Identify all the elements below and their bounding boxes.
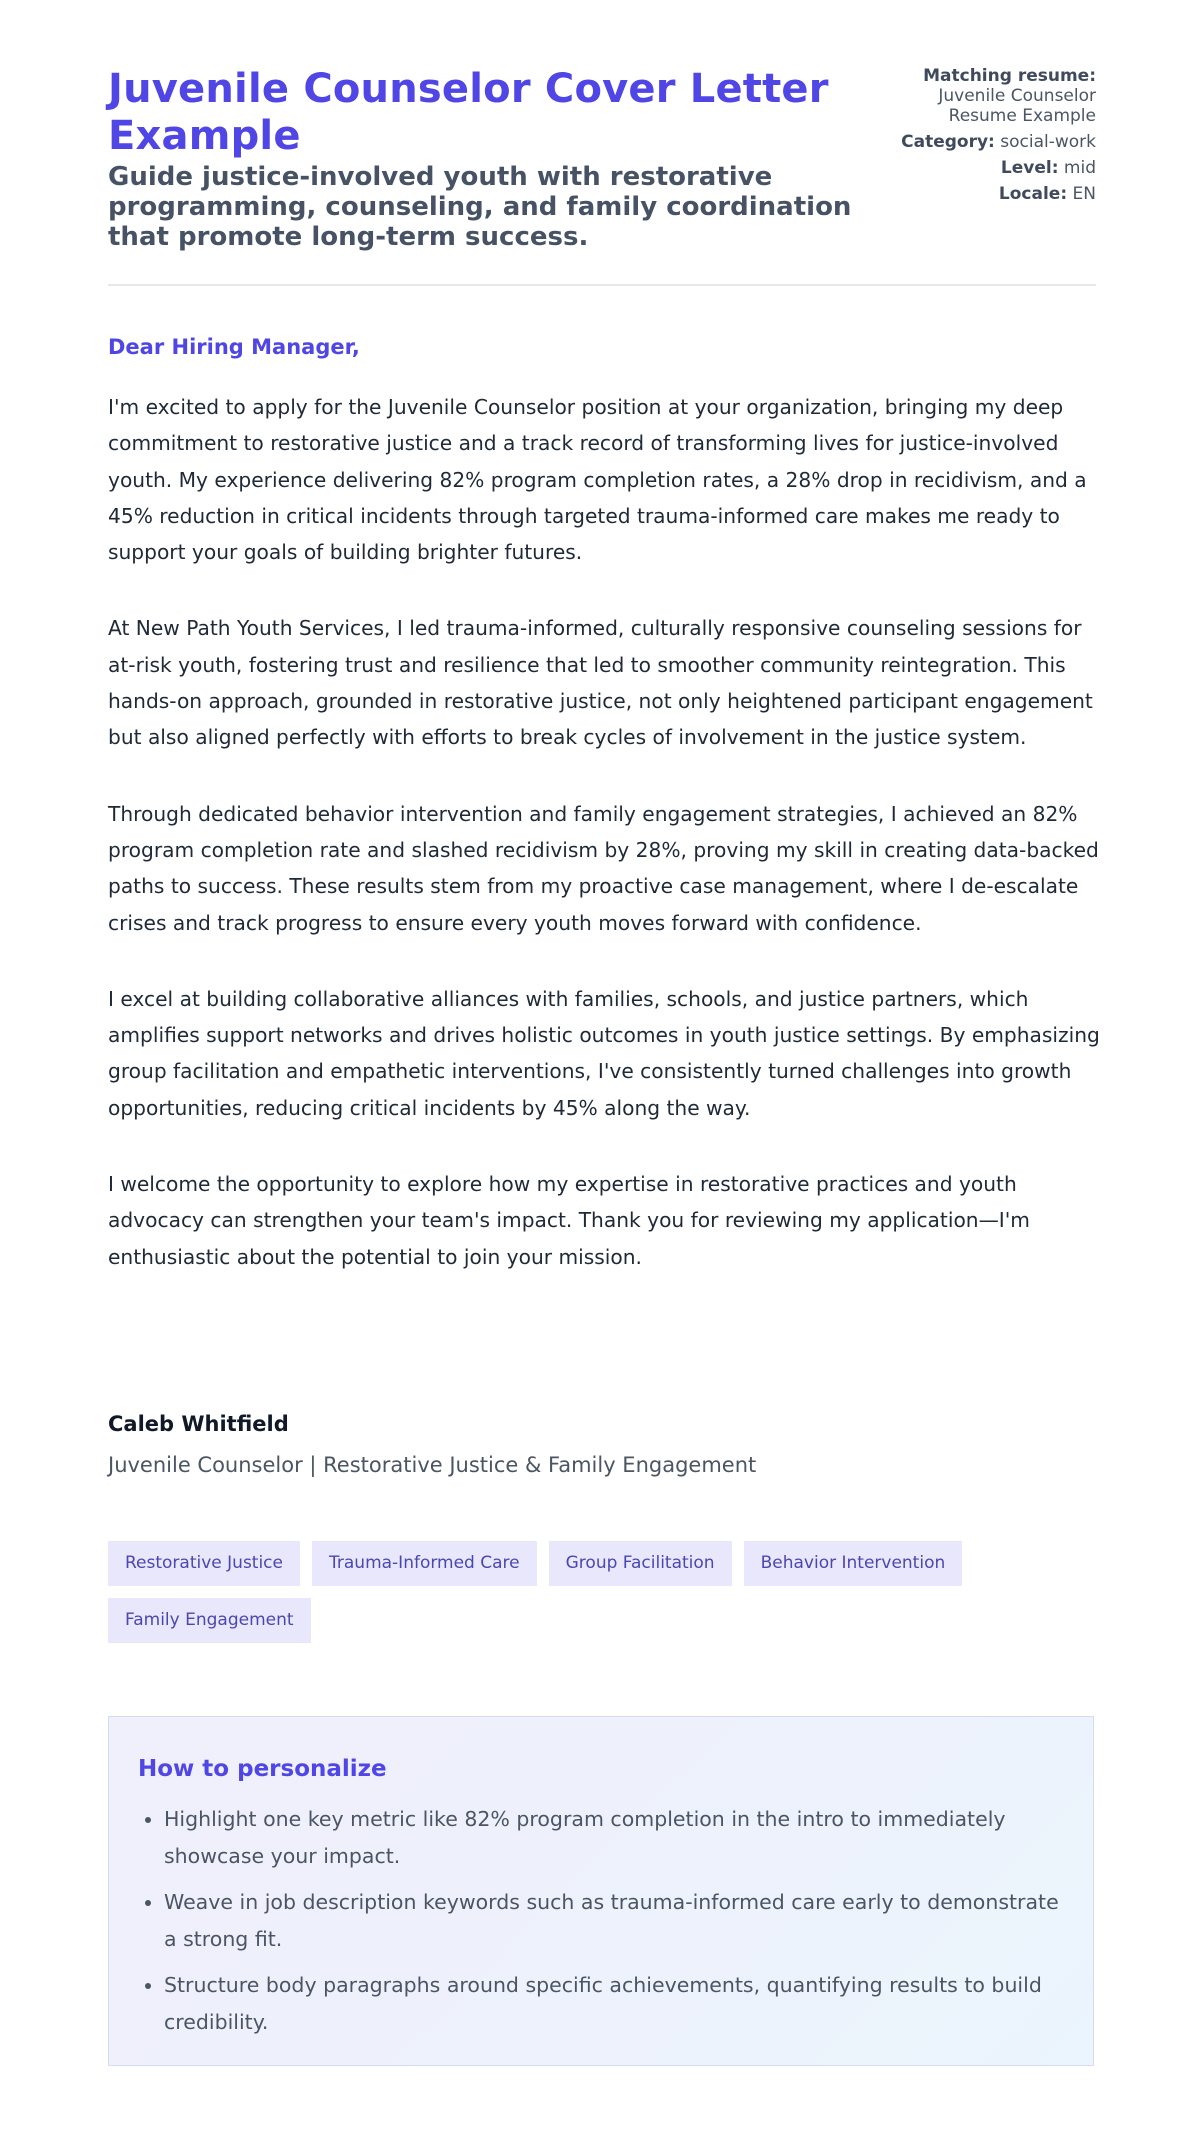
signature-title: Juvenile Counselor | Restorative Justice & Family Engagement <box>108 1453 757 1477</box>
personalize-tips-box <box>108 1716 1094 2066</box>
title-block <box>108 66 868 252</box>
meta-locale-label: Locale: <box>998 184 1068 204</box>
skill-tag: Trauma-Informed Care <box>312 1541 537 1586</box>
meta-matching-resume <box>836 66 1096 126</box>
tips-title: How to personalize <box>138 1756 387 1782</box>
signature <box>108 1410 756 1479</box>
letter-paragraph: Through dedicated behavior intervention and family engagement strategies, I achieved an 82% program completion rate and slashed recidivism by 28%, proving my skill in creating data-backed paths to success. These results stem from my proactive case management, where I de-escalate crises and track progress to ensure every youth moves forward with confidence. <box>108 801 1099 935</box>
meta-level-label: Level: <box>1000 158 1059 178</box>
meta-locale-value: EN <box>1072 184 1096 204</box>
skill-tags <box>108 1541 1008 1643</box>
tip-item: • Structure body paragraphs around specific achievements, quantifying results to build credibility. <box>164 1967 1064 2041</box>
skill-tag: Restorative Justice <box>108 1541 300 1586</box>
meta-category-value: social-work <box>1000 132 1096 152</box>
meta-level <box>836 158 1096 178</box>
letter-paragraph: I excel at building collaborative alliances with families, schools, and justice partners, which amplifies support networks and drives holistic outcomes in youth justice settings. By emphasizing group facilitation and empathetic interventions, I've consistently turned challenges into growth opportunities, reducing critical incidents by 45% along the way. <box>108 986 1100 1120</box>
meta-matching-resume-value: Juvenile Counselor Resume Example <box>938 86 1096 126</box>
meta-level-value: mid <box>1063 158 1096 178</box>
meta-category-label: Category: <box>901 132 995 152</box>
letter-paragraph: I'm excited to apply for the Juvenile Counselor position at your organization, bringing my deep commitment to restorative justice and a track record of transforming lives for justice-involved youth. My experience delivering 82% program completion rates, a 28% drop in recidivism, and a 45% reduction in critical incidents through targeted trauma-informed care makes me ready to support your goals of building brighter futures. <box>108 395 1087 565</box>
letter-paragraph: I welcome the opportunity to explore how my expertise in restorative practices and youth advocacy can strengthen your team's impact. Thank you for reviewing my application—I'm enthusiastic about the potential to join your mission. <box>108 1172 1030 1269</box>
salutation: Dear Hiring Manager, <box>108 335 360 359</box>
resume-meta <box>836 66 1096 210</box>
skill-tag: Behavior Intervention <box>744 1541 963 1586</box>
skill-tag: Group Facilitation <box>549 1541 732 1586</box>
meta-category <box>836 132 1096 152</box>
page-subtitle: Guide justice-involved youth with restorative programming, counseling, and family coordination that promote long-term success. <box>108 162 852 252</box>
signature-name: Caleb Whitfield <box>108 1412 289 1436</box>
skill-tag: Family Engagement <box>108 1598 311 1643</box>
meta-matching-resume-label: Matching resume: <box>923 66 1096 86</box>
header-divider <box>108 284 1096 286</box>
letter-body <box>108 389 1102 1315</box>
page-title: Juvenile Counselor Cover Letter Example <box>108 66 829 159</box>
tips-list <box>138 1801 1064 2050</box>
letter-paragraph: At New Path Youth Services, I led trauma-informed, culturally responsive counseling sessions for at-risk youth, fostering trust and resilience that led to smoother community reintegration. This hands-on approach, grounded in restorative justice, not only heightened participant engagement but also aligned perfectly with efforts to break cycles of involvement in the justice system. <box>108 616 1093 750</box>
tip-item: • Weave in job description keywords such as trauma-informed care early to demonstrate a strong fit. <box>164 1884 1064 1958</box>
tip-item: • Highlight one key metric like 82% program completion in the intro to immediately showcase your impact. <box>164 1801 1064 1875</box>
meta-locale <box>836 184 1096 204</box>
